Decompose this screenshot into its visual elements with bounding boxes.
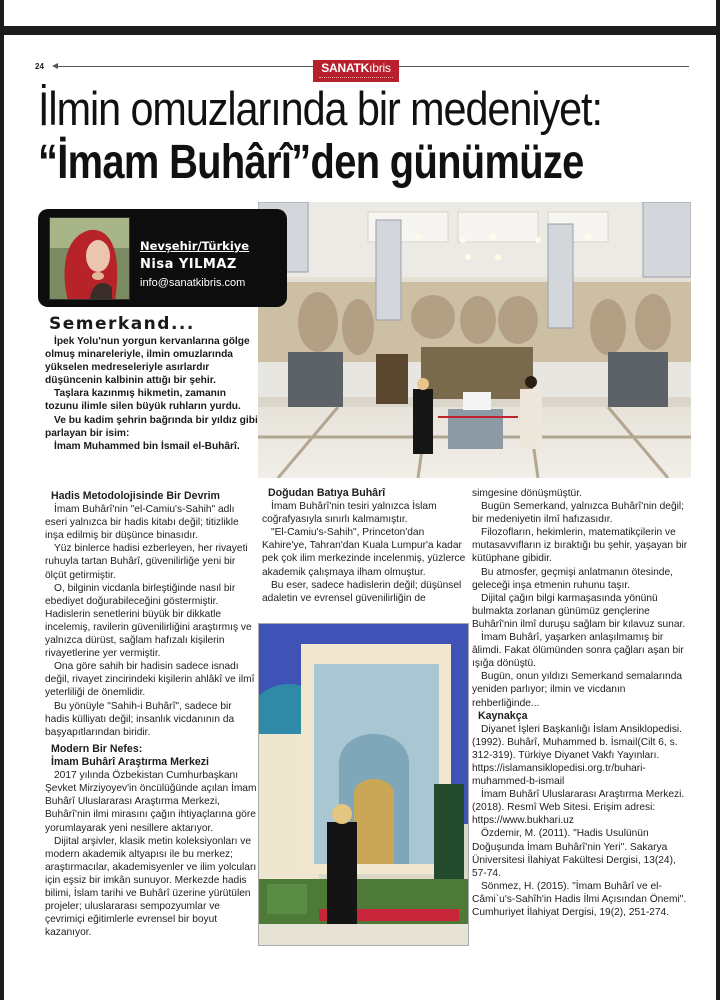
paragraph: O, bilginin vicdanla birleştiğinde nasıl bir ebediyet doğurabileceğini göstermiştir. Hadislerin senetlerini büyük bir dikkatle incelemiş, ravilerin güvenilirliğini araştırmış ve yalnızca dürüst, sağlam hafızalı kişilerin rivayetlerine yer vermiştir. [45,582,252,660]
paragraph: Yüz binlerce hadisi ezberleyen, her rivayeti ruhuyla tartan Buhârî, güvenilirliğe yeni bir ölçüt getirmiştir. [45,543,248,581]
brand-name-light: ıbris [369,61,391,75]
paragraph: 2017 yılında Özbekistan Cumhurbaşkanı Şevket Mirziyoyev'in öncülüğünde açılan İmam Buhârî Uluslararası Araştırma Merkezi, Buhârî'nin ilmi mirasını çağın ihtiyaçlarına göre yorumlayarak yeni nesillere aktarıyor. [45,770,257,834]
lead-paragraph: İpek Yolu'nun yorgun kervanlarına gölge olmuş minareleriyle, ilmin omuzlarında yükselen medreseleriyle asırlardır düşüncenin kalbinin attığı bir şehir. [45,336,250,387]
museum-hall-photo [258,202,691,478]
headline-line-1: İlmin omuzlarında bir medeniyet: [38,82,602,135]
paragraph: Dijital çağın bilgi karmaşasında yönünü bulmakta zorlanan günümüz gençlerine Buhârî'nin ilmî duruşu sağlam bir kılavuz sunar. [472,592,686,630]
paragraph: Bu atmosfer, geçmişi anlatmanın ötesinde, geleceği inşa etmenin ruhunu taşır. [472,566,673,591]
paragraph: Filozofların, hekimlerin, matematikçilerin ve mutasavvıfların iz bıraktığı bu şehir, yaşayan bir kütüphane gibidir. [472,527,688,565]
section-heading: Doğudan Batıya Buhârî [268,487,386,499]
author-email[interactable]: info@sanatkibris.com [140,277,246,289]
reference-item: Diyanet İşleri Başkanlığı İslam Ansiklopedisi. (1992). Buhârî, Muhammed b. İsmail(Cilt 6, s. 312-319). Türkiye Diyanet Vakfı Yayınları. https://islamansiklopedisi.org.tr/buhari-muhammed-b-ismail [472,723,683,788]
lead-paragraph: İmam Muhammed bin İsmail el-Buhârî. [54,440,240,452]
paragraph: İmam Buhârî'nin "el-Camiu's-Sahih" adlı eseri yalnızca bir hadis kitabı değil; titizlikle inşa edilmiş bir düşünce binasıdır. [45,504,239,542]
header-rule-left [56,66,314,67]
paragraph: Ona göre sahih bir hadisin sadece isnadı değil, rivayet zincirindeki kişilerin ahlâkî ve ilmî yeterliliği de önemlidir. [45,661,255,699]
section-subheading: İmam Buhârî Araştırma Merkezi [51,756,209,769]
paragraph: Bugün Semerkand, yalnızca Buhârî'nin değil; bir medeniyetin ilmî hafızasıdır. [472,501,684,526]
lead-paragraph: Ve bu kadim şehrin bağrında bir yıldız gibi parlayan bir isim: [45,414,258,439]
brand-underline [319,77,393,80]
section-closing [472,487,692,919]
lead-section [45,313,258,453]
mosque-portal-illustration [259,624,469,946]
references-heading: Kaynakça [478,709,528,722]
author-name: Nisa YILMAZ [140,257,237,272]
paragraph: Dijital arşivler, klasik metin koleksiyonları ve modern akademik altyapısı ile bu merkez; araştırmacılar, akademisyenler ve ilim yolcuları için eşsiz bir imkân sunuyor. Merkezde hadis bilimi, İslam tarihi ve Buhârî üzerine yürütülen projeler; uluslararası sempozyumlar ve çevrimiçi eğitimlerle evrensel bir boyut kazanıyor. [45,835,257,939]
paragraph: Bu yönüyle "Sahih-i Buhârî", sadece bir hadis külliyatı değil; insanlık vicdanının da başyapıtlarından biridir. [45,700,235,738]
paragraph: Bugün, onun yıldızı Semerkand semalarında yeniden parlıyor; ilmin ve vicdanın rehberliğinde... [472,671,683,709]
section-heading: Modern Bir Nefes: [51,743,143,755]
paragraph: "El-Camiu's-Sahih", Princeton'dan Kahire'ye, Tahran'dan Kuala Lumpur'a kadar pek çok ilim merkezinde incelenmiş, yüzlerce akademik çalışmaya ilham olmuştur. [262,527,466,578]
author-location: Nevşehir/Türkiye [140,239,250,253]
reference-item: Sönmez, H. (2015). "İmam Buhârî ve el-Câmi`u's-Sahîh'in Hadis İlmi Açısından Önemi". Cumhuriyet İlahiyat Dergisi, 19(2), 251-274. [472,880,687,918]
section-heading: Hadis Metodolojisinde Bir Devrim [51,490,220,502]
paragraph: Bu eser, sadece hadislerin değil; düşünsel adaletin ve evrensel güvenilirliğin de [262,579,462,604]
mosque-portal-photo [258,623,469,946]
section-modern [45,743,258,939]
lead-paragraph: Taşlara kazınmış hikmetin, zamanın tozunu ilimle silen büyük ruhların yurdu. [45,388,241,413]
brand-logo [313,60,399,82]
author-photo [49,217,130,300]
author-box [38,209,287,307]
reference-item: İmam Buhârî Uluslararası Araştırma Merkezi. (2018). Resmî Web Sitesi. Erişim adresi: https://www.bukhari.uz [472,789,685,827]
header-rule-right [399,66,689,67]
top-blank-strip [4,0,716,26]
paragraph: İmam Buhârî'nin tesiri yalnızca İslam coğrafyasıyla sınırlı kalmamıştır. [262,501,437,526]
paragraph: simgesine dönüşmüştür. [472,488,582,499]
section-east-west [262,487,472,605]
reference-item: Özdemir, M. (2011). "Hadis Usulünün Doğuşunda İmam Buhârî'nin Yeri". Sakarya Üniversitesi İlahiyat Fakültesi Dergisi, 13(24), 57-74. [472,828,676,879]
paragraph: İmam Buhârî, yaşarken anlaşılmamış bir âlimdi. Fakat ölümünden sonra çağları aşan bir ışığa dönüştü. [472,632,684,670]
headline-line-2: “İmam Buhârî”den günümüze [38,136,584,189]
person-dark-dress [413,389,433,454]
lead-heading: Semerkand... [49,314,195,334]
person-standing [327,822,357,932]
section-hadis [45,490,258,739]
brand-name-bold: SANATK [321,61,370,75]
museum-hall-illustration [258,202,691,478]
magazine-page [4,35,716,1000]
page-number: 24 [35,62,44,71]
